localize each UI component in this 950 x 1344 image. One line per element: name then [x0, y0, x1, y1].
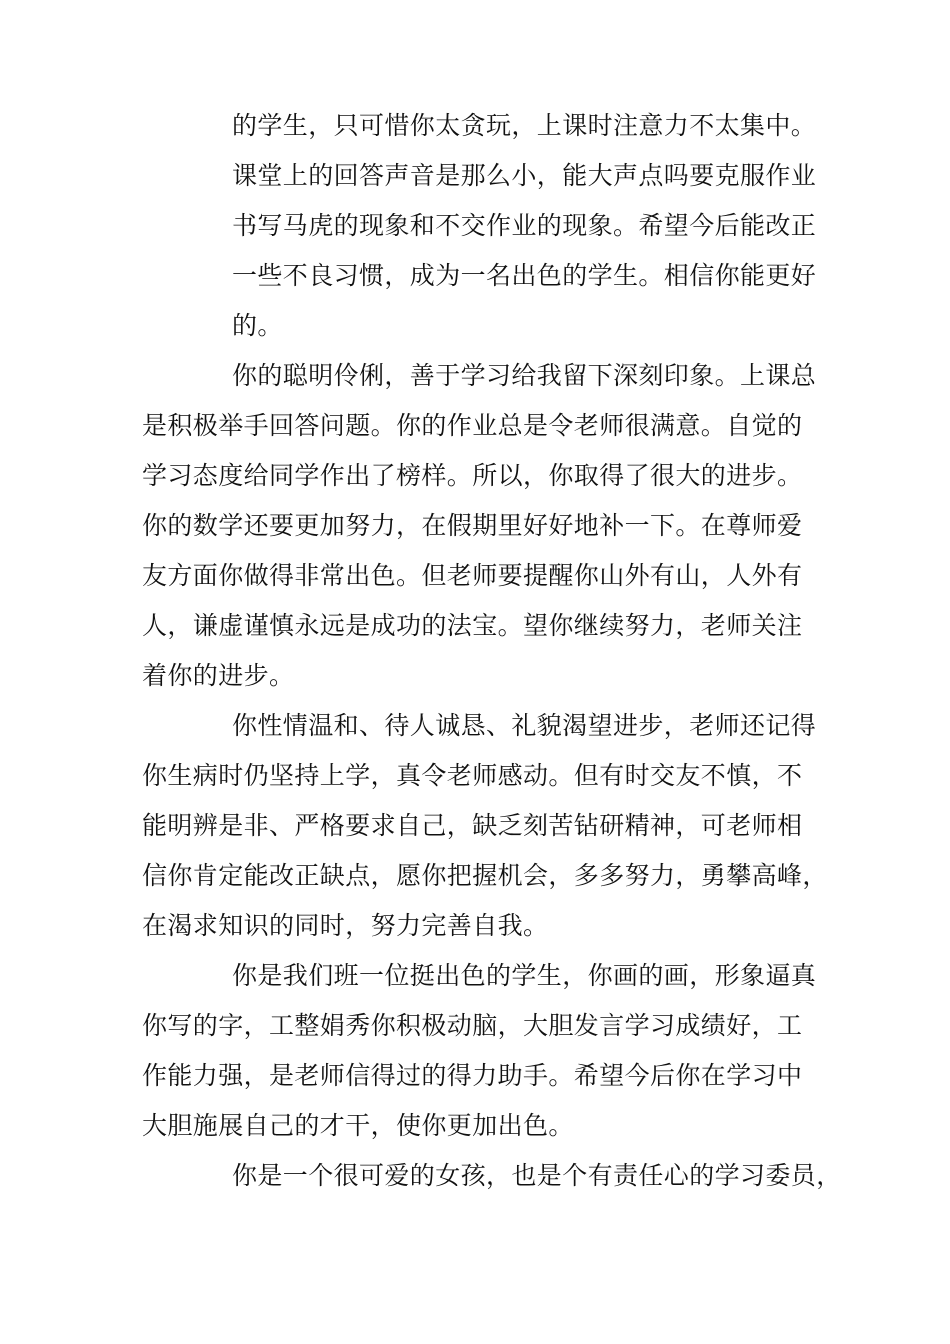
text-line: 友方面你做得非常出色。但老师要提醒你山外有山，人外有	[142, 561, 803, 590]
text-line: 你是我们班一位挺出色的学生，你画的画，形象逼真	[232, 961, 817, 990]
text-line: 你的数学还要更加努力，在假期里好好地补一下。在尊师爱	[142, 511, 803, 540]
text-line: 着你的进步。	[142, 661, 295, 690]
text-line: 书写马虎的现象和不交作业的现象。希望今后能改正	[232, 211, 817, 240]
text-line: 是积极举手回答问题。你的作业总是令老师很满意。自觉的	[142, 411, 803, 440]
text-line: 作能力强，是老师信得过的得力助手。希望今后你在学习中	[142, 1061, 803, 1090]
text-line: 的学生，只可惜你太贪玩，上课时注意力不太集中。	[232, 111, 817, 140]
text-line: 你的聪明伶俐，善于学习给我留下深刻印象。上课总	[232, 361, 817, 390]
text-line: 你写的字，工整娟秀你积极动脑，大胆发言学习成绩好，工	[142, 1011, 803, 1040]
text-line: 你性情温和、待人诚恳、礼貌渴望进步，老师还记得	[232, 711, 817, 740]
text-line: 一些不良习惯，成为一名出色的学生。相信你能更好	[232, 261, 817, 290]
text-line: 人，谦虚谨慎永远是成功的法宝。望你继续努力，老师关注	[142, 611, 803, 640]
text-line: 在渴求知识的同时，努力完善自我。	[142, 911, 549, 940]
text-line: 能明辨是非、严格要求自己，缺乏刻苦钻研精神，可老师相	[142, 811, 803, 840]
text-line: 课堂上的回答声音是那么小，能大声点吗要克服作业	[232, 161, 817, 190]
text-line: 信你肯定能改正缺点，愿你把握机会，多多努力，勇攀高峰，	[142, 861, 828, 890]
text-line: 学习态度给同学作出了榜样。所以，你取得了很大的进步。	[142, 461, 803, 490]
text-line: 你生病时仍坚持上学，真令老师感动。但有时交友不慎，不	[142, 761, 803, 790]
text-line: 你是一个很可爱的女孩，也是个有责任心的学习委员，	[232, 1161, 842, 1190]
text-line: 大胆施展自己的才干，使你更加出色。	[142, 1111, 574, 1140]
text-line: 的。	[232, 311, 283, 340]
